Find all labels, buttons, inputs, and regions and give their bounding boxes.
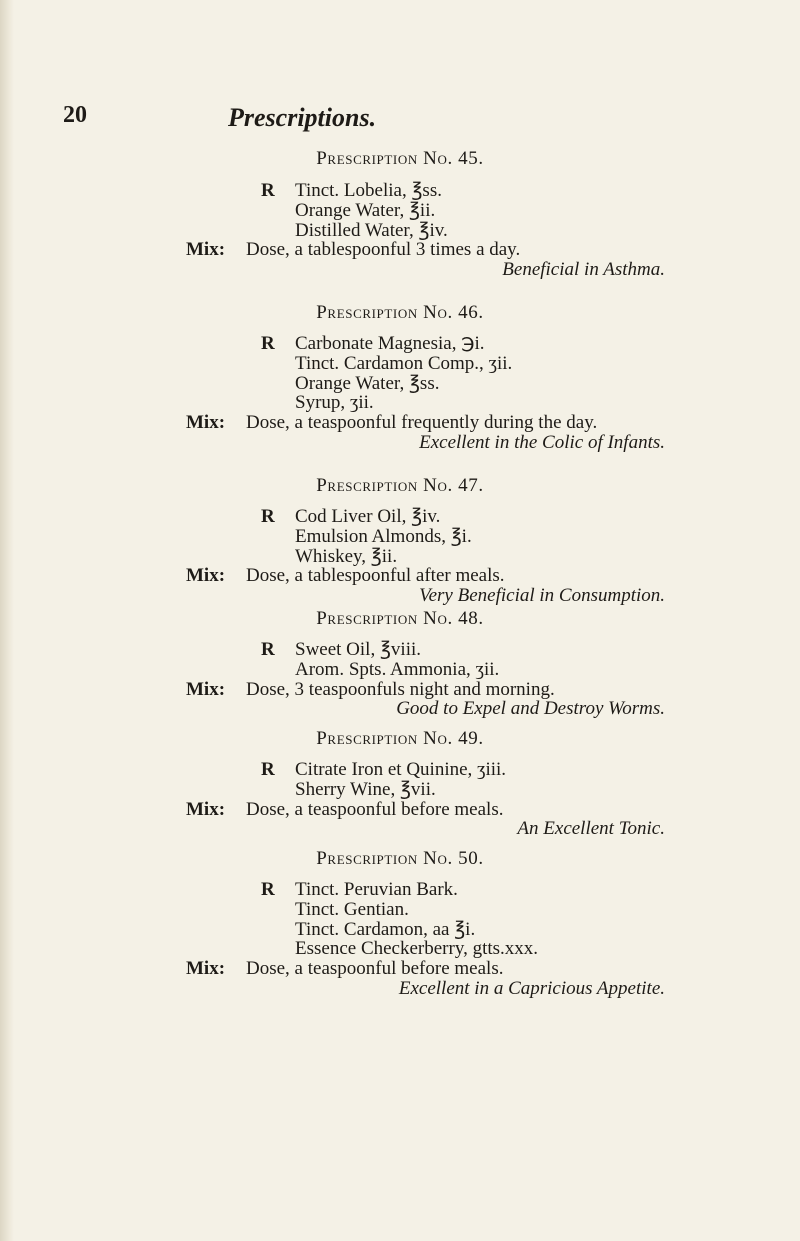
recipe-symbol: R bbox=[261, 506, 275, 527]
benefit-note: Very Beneficial in Consumption. bbox=[419, 585, 665, 607]
benefit-note: Beneficial in Asthma. bbox=[502, 259, 665, 281]
mix-label: Mix: bbox=[186, 412, 226, 434]
prescription-title: Prescription No. 50. bbox=[316, 848, 484, 869]
mix-label: Mix: bbox=[186, 239, 226, 261]
ingredient-line: Cod Liver Oil, ℥iv. bbox=[295, 506, 441, 527]
ingredient-line: Syrup, ʒii. bbox=[295, 392, 374, 414]
prescription-title: Prescription No. 47. bbox=[316, 475, 484, 496]
dose-instruction: Dose, a teaspoonful frequently during the day. bbox=[246, 412, 598, 434]
ingredient-line: Sherry Wine, ℥vii. bbox=[295, 778, 436, 800]
dose-instruction: Dose, a teaspoonful before meals. bbox=[246, 958, 504, 980]
ingredient-line: Arom. Spts. Ammonia, ʒii. bbox=[295, 658, 500, 680]
prescription-title: Prescription No. 48. bbox=[316, 608, 484, 629]
dose-instruction: Dose, a tablespoonful after meals. bbox=[246, 565, 505, 587]
ingredient-line: Tinct. Lobelia, ℥ss. bbox=[295, 180, 442, 201]
dose-instruction: Dose, 3 teaspoonfuls night and morning. bbox=[246, 678, 555, 700]
ingredient-line: Tinct. Gentian. bbox=[295, 898, 409, 920]
ingredient-line: Tinct. Cardamon, aa ℥i. bbox=[295, 918, 476, 940]
benefit-note: Excellent in the Colic of Infants. bbox=[419, 432, 665, 453]
page-number: 20 bbox=[63, 102, 87, 128]
ingredient-line: Tinct. Peruvian Bark. bbox=[295, 879, 458, 900]
ingredient-line: Tinct. Cardamon Comp., ʒii. bbox=[295, 352, 513, 374]
recipe-symbol: R bbox=[261, 180, 275, 201]
dose-instruction: Dose, a teaspoonful before meals. bbox=[246, 798, 504, 820]
mix-label: Mix: bbox=[186, 958, 226, 980]
ingredient-line: Distilled Water, ℥iv. bbox=[295, 219, 448, 241]
recipe-symbol: R bbox=[261, 333, 275, 354]
recipe-symbol: R bbox=[261, 759, 275, 780]
ingredient-line: Sweet Oil, ℥viii. bbox=[295, 639, 422, 660]
benefit-note: Excellent in a Capricious Appetite. bbox=[398, 978, 665, 999]
prescription-title: Prescription No. 49. bbox=[316, 728, 484, 749]
mix-label: Mix: bbox=[186, 565, 226, 587]
running-title: Prescriptions. bbox=[228, 103, 377, 132]
recipe-symbol: R bbox=[261, 639, 275, 660]
mix-label: Mix: bbox=[186, 798, 226, 820]
ingredient-line: Emulsion Almonds, ℥i. bbox=[295, 525, 472, 547]
prescription-title: Prescription No. 45. bbox=[316, 148, 484, 169]
benefit-note: An Excellent Tonic. bbox=[517, 818, 665, 840]
mix-label: Mix: bbox=[186, 678, 226, 700]
ingredient-line: Essence Checkerberry, gtts.xxx. bbox=[295, 938, 539, 960]
ingredient-line: Carbonate Magnesia, ℈i. bbox=[295, 333, 485, 354]
ingredient-line: Citrate Iron et Quinine, ʒiii. bbox=[295, 759, 507, 780]
ingredient-line: Orange Water, ℥ii. bbox=[295, 199, 436, 221]
prescription-title: Prescription No. 46. bbox=[316, 302, 484, 323]
dose-instruction: Dose, a tablespoonful 3 times a day. bbox=[246, 239, 521, 261]
ingredient-line: Whiskey, ℥ii. bbox=[295, 545, 398, 567]
ingredient-line: Orange Water, ℥ss. bbox=[295, 372, 440, 394]
benefit-note: Good to Expel and Destroy Worms. bbox=[396, 698, 665, 720]
recipe-symbol: R bbox=[261, 879, 275, 900]
